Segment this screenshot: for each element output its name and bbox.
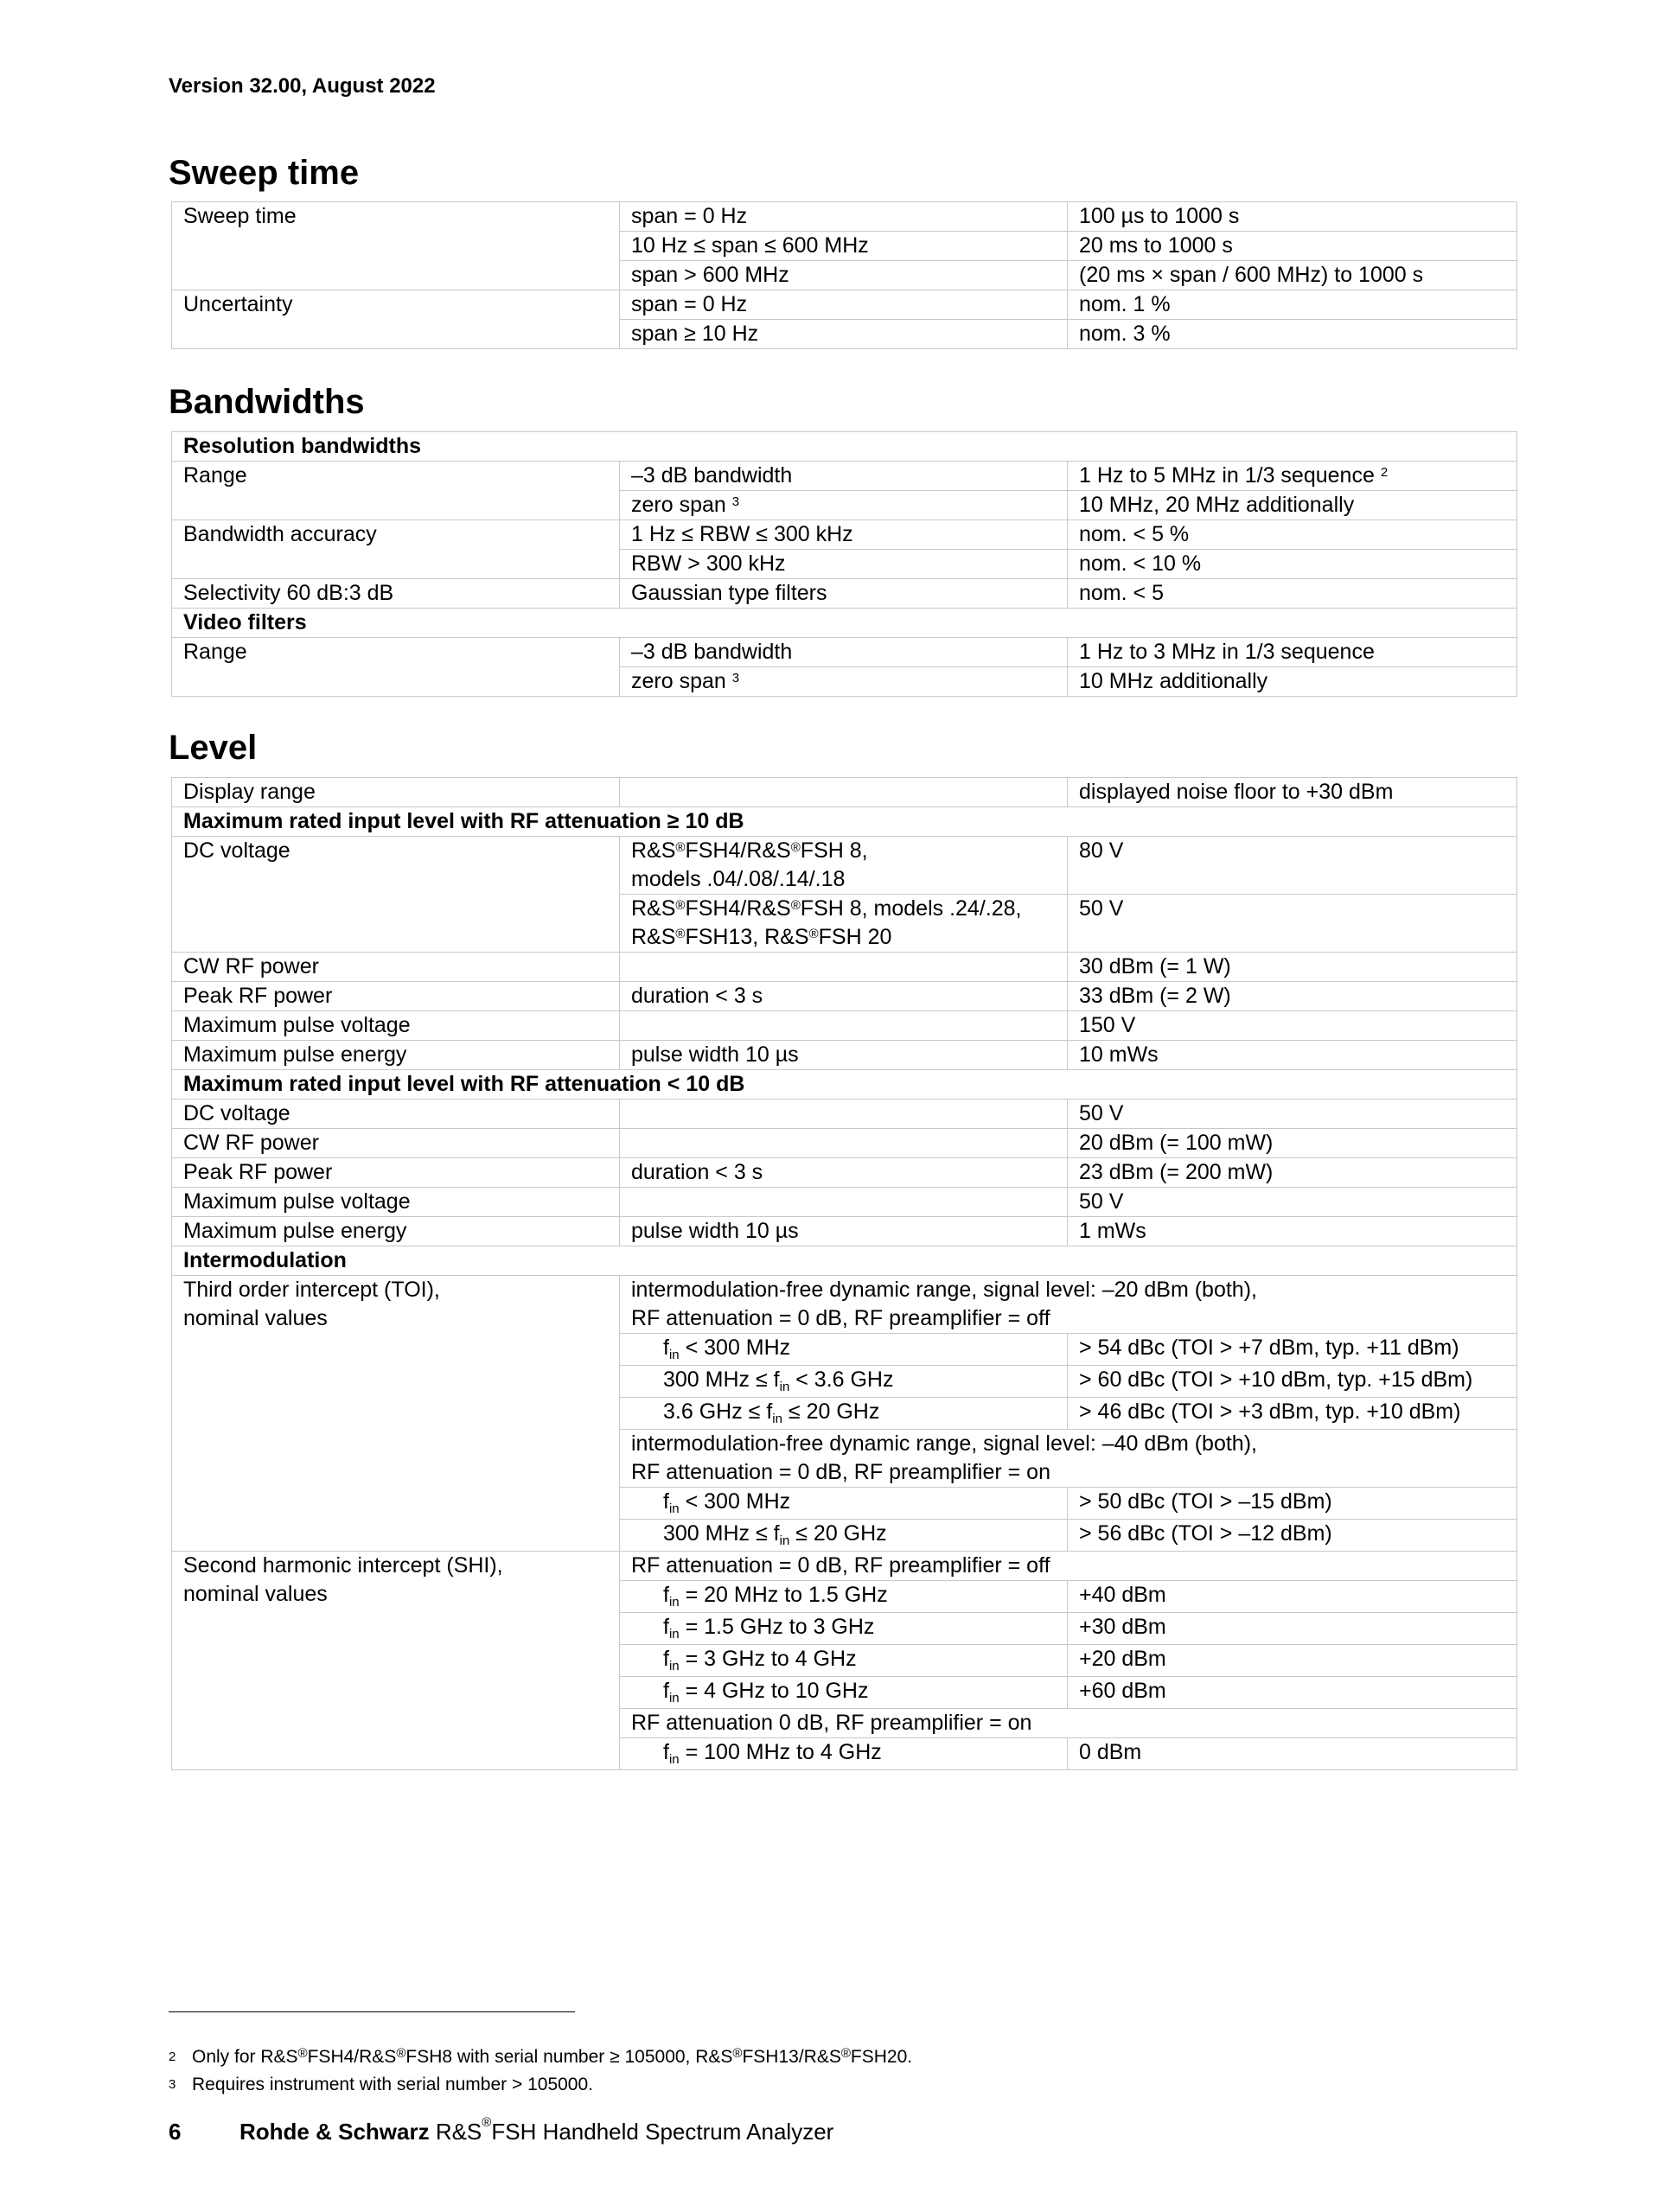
spec-value: nom. < 10 % <box>1068 550 1517 579</box>
spec-value: nom. < 5 % <box>1068 520 1517 550</box>
spec-label: Maximum pulse voltage <box>172 1188 620 1217</box>
spec-condition <box>620 1276 1517 1334</box>
spec-label: Display range <box>172 778 620 807</box>
spec-value: 30 dBm (= 1 W) <box>1068 953 1517 982</box>
footnote-3 <box>169 2074 593 2096</box>
spec-label: CW RF power <box>172 1129 620 1158</box>
spec-condition: span > 600 MHz <box>620 261 1068 290</box>
table-row <box>172 1217 1517 1246</box>
table-row <box>172 982 1517 1011</box>
subscript: in <box>668 1691 680 1705</box>
table-row <box>172 462 1517 491</box>
spec-value: +40 dBm <box>1068 1581 1517 1613</box>
spec-condition: span ≥ 10 Hz <box>620 320 1068 349</box>
text: FSH4/ <box>685 838 747 863</box>
registered-mark: ® <box>675 927 686 941</box>
subscript: in <box>779 1380 790 1394</box>
spec-condition <box>620 1188 1068 1217</box>
level-table <box>171 777 1517 1770</box>
table-row <box>172 432 1517 462</box>
spec-value: 20 dBm (= 100 mW) <box>1068 1129 1517 1158</box>
spec-condition <box>620 667 1068 697</box>
condition-text: zero span <box>631 669 726 693</box>
text: FSH13/R&S <box>742 2047 841 2067</box>
table-row <box>172 1188 1517 1217</box>
text: f <box>663 1335 669 1360</box>
spec-condition: Gaussian type filters <box>620 579 1068 609</box>
spec-value: +30 dBm <box>1068 1613 1517 1645</box>
spec-label: Peak RF power <box>172 1158 620 1188</box>
text: Requires instrument with serial number > 105000. <box>192 2075 593 2094</box>
text: = 20 MHz to 1.5 GHz <box>679 1583 888 1607</box>
text: < 300 MHz <box>679 1335 791 1360</box>
table-row <box>172 202 1517 232</box>
spec-condition: –3 dB bandwidth <box>620 462 1068 491</box>
subscript: in <box>668 1501 680 1516</box>
table-row <box>172 778 1517 807</box>
text: Only for R&S <box>192 2047 298 2067</box>
spec-label: Maximum pulse energy <box>172 1041 620 1070</box>
product-name: FSH Handheld Spectrum Analyzer <box>491 2119 834 2145</box>
spec-condition: span = 0 Hz <box>620 202 1068 232</box>
spec-condition <box>620 1398 1068 1430</box>
group-heading: Intermodulation <box>172 1246 1517 1276</box>
spec-label: Maximum pulse voltage <box>172 1011 620 1041</box>
text: ≤ 20 GHz <box>782 1399 880 1424</box>
condition-text: zero span <box>631 493 726 517</box>
spec-condition: –3 dB bandwidth <box>620 638 1068 667</box>
subscript: in <box>668 1752 680 1767</box>
spec-condition: RBW > 300 kHz <box>620 550 1068 579</box>
spec-condition: RF attenuation = 0 dB, RF preamplifier = off <box>620 1552 1517 1581</box>
text: FSH 20 <box>818 925 892 949</box>
table-row <box>172 1041 1517 1070</box>
spec-value: 20 ms to 1000 s <box>1068 232 1517 261</box>
text: f <box>773 1521 780 1546</box>
document-version: Version 32.00, August 2022 <box>169 74 436 98</box>
page-footer <box>169 2115 834 2145</box>
spec-condition: span = 0 Hz <box>620 290 1068 320</box>
table-row <box>172 1552 1517 1581</box>
spec-label <box>172 1276 620 1552</box>
spec-label: Selectivity 60 dB:3 dB <box>172 579 620 609</box>
registered-mark: ® <box>808 927 819 941</box>
spec-condition: pulse width 10 µs <box>620 1041 1068 1070</box>
text: f <box>663 1679 669 1703</box>
text: R&S <box>631 838 676 863</box>
bandwidths-table <box>171 431 1517 697</box>
spec-value: nom. 3 % <box>1068 320 1517 349</box>
table-row <box>172 1100 1517 1129</box>
table-row <box>172 638 1517 667</box>
spec-value: 33 dBm (= 2 W) <box>1068 982 1517 1011</box>
text: R&S <box>746 838 791 863</box>
text: = 1.5 GHz to 3 GHz <box>679 1615 875 1639</box>
text: nominal values <box>183 1306 328 1330</box>
spec-value: 1 mWs <box>1068 1217 1517 1246</box>
spec-value: 10 MHz additionally <box>1068 667 1517 697</box>
subscript: in <box>779 1533 790 1548</box>
group-heading: Maximum rated input level with RF attenuation ≥ 10 dB <box>172 807 1517 837</box>
sweep-time-table <box>171 201 1517 349</box>
page-number: 6 <box>169 2119 182 2145</box>
subscript: in <box>668 1659 680 1673</box>
spec-label: Range <box>172 638 620 697</box>
spec-condition <box>620 1581 1068 1613</box>
spec-label: CW RF power <box>172 953 620 982</box>
spec-label: Bandwidth accuracy <box>172 520 620 579</box>
spec-value: > 46 dBc (TOI > +3 dBm, typ. +10 dBm) <box>1068 1398 1517 1430</box>
footnote-ref: 2 <box>1380 465 1389 480</box>
spec-value: > 54 dBc (TOI > +7 dBm, typ. +11 dBm) <box>1068 1334 1517 1366</box>
spec-condition <box>620 1129 1068 1158</box>
spec-value: 1 Hz to 3 MHz in 1/3 sequence <box>1068 638 1517 667</box>
spec-value: > 56 dBc (TOI > –12 dBm) <box>1068 1520 1517 1552</box>
text: intermodulation-free dynamic range, signal level: –40 dBm (both), <box>631 1431 1257 1456</box>
text: 300 MHz ≤ <box>663 1367 774 1392</box>
text: models .04/.08/.14/.18 <box>631 867 846 891</box>
spec-value: 50 V <box>1068 895 1517 953</box>
spec-value: 10 mWs <box>1068 1041 1517 1070</box>
section-title-level: Level <box>169 729 258 767</box>
value-text: 1 Hz to 5 MHz in 1/3 sequence <box>1079 463 1375 488</box>
footnote-divider <box>169 2011 575 2012</box>
text: = 100 MHz to 4 GHz <box>679 1740 882 1764</box>
text: R&S <box>631 925 676 949</box>
table-row <box>172 609 1517 638</box>
text: intermodulation-free dynamic range, signal level: –20 dBm (both), <box>631 1278 1257 1302</box>
text: R&S <box>746 896 791 921</box>
subscript: in <box>772 1412 782 1426</box>
text: ≤ 20 GHz <box>789 1521 887 1546</box>
spec-value: 100 µs to 1000 s <box>1068 202 1517 232</box>
text: < 3.6 GHz <box>789 1367 894 1392</box>
section-title-bandwidths: Bandwidths <box>169 383 365 421</box>
text: f <box>773 1367 780 1392</box>
registered-mark: ® <box>732 2046 743 2061</box>
spec-condition <box>620 837 1068 895</box>
footnote-number: 3 <box>169 2077 176 2092</box>
group-heading: Resolution bandwidths <box>172 432 1517 462</box>
text: RF attenuation = 0 dB, RF preamplifier = on <box>631 1460 1050 1484</box>
spec-condition: pulse width 10 µs <box>620 1217 1068 1246</box>
table-row <box>172 1158 1517 1188</box>
text: R&S <box>631 896 676 921</box>
spec-condition: duration < 3 s <box>620 1158 1068 1188</box>
text: 300 MHz ≤ <box>663 1521 774 1546</box>
registered-mark: ® <box>297 2046 308 2061</box>
spec-value: +20 dBm <box>1068 1645 1517 1677</box>
subscript: in <box>668 1348 680 1362</box>
spec-condition <box>620 1430 1517 1488</box>
section-title-sweep-time: Sweep time <box>169 154 360 192</box>
registered-mark: ® <box>790 898 801 913</box>
spec-value: nom. 1 % <box>1068 290 1517 320</box>
text: f <box>663 1740 669 1764</box>
spec-value: 23 dBm (= 200 mW) <box>1068 1158 1517 1188</box>
subscript: in <box>668 1595 680 1610</box>
group-heading: Video filters <box>172 609 1517 638</box>
spec-value <box>1068 462 1517 491</box>
registered-mark: ® <box>675 898 686 913</box>
text: Third order intercept (TOI), <box>183 1278 440 1302</box>
registered-mark: ® <box>675 840 686 855</box>
spec-label: Sweep time <box>172 202 620 290</box>
spec-value: displayed noise floor to +30 dBm <box>1068 778 1517 807</box>
spec-condition <box>620 1613 1068 1645</box>
spec-value: nom. < 5 <box>1068 579 1517 609</box>
registered-mark: ® <box>790 840 801 855</box>
text: FSH 8, <box>800 838 868 863</box>
footnote-ref: 3 <box>731 671 740 685</box>
text: FSH20. <box>850 2047 913 2067</box>
spec-label <box>172 1552 620 1770</box>
spec-value: 80 V <box>1068 837 1517 895</box>
spec-condition <box>620 1100 1068 1129</box>
spec-value: > 60 dBc (TOI > +10 dBm, typ. +15 dBm) <box>1068 1366 1517 1398</box>
spec-value: 0 dBm <box>1068 1738 1517 1770</box>
table-row <box>172 1129 1517 1158</box>
text: R&S <box>429 2119 482 2145</box>
spec-label: Peak RF power <box>172 982 620 1011</box>
text: nominal values <box>183 1582 328 1606</box>
spec-condition <box>620 1677 1068 1709</box>
brand-name: Rohde & Schwarz <box>239 2119 430 2145</box>
spec-condition <box>620 1488 1068 1520</box>
spec-label: Range <box>172 462 620 520</box>
text: FSH 8, models .24/.28, <box>800 896 1022 921</box>
text: f <box>663 1647 669 1671</box>
spec-value: > 50 dBc (TOI > –15 dBm) <box>1068 1488 1517 1520</box>
registered-mark: ® <box>840 2046 851 2061</box>
text: R&S <box>764 925 809 949</box>
text: f <box>766 1399 773 1424</box>
spec-label: DC voltage <box>172 837 620 953</box>
spec-value: 150 V <box>1068 1011 1517 1041</box>
spec-condition: 1 Hz ≤ RBW ≤ 300 kHz <box>620 520 1068 550</box>
text: Second harmonic intercept (SHI), <box>183 1553 503 1578</box>
footnote-2 <box>169 2046 912 2069</box>
spec-condition <box>620 1011 1068 1041</box>
table-row <box>172 807 1517 837</box>
spec-condition <box>620 1366 1068 1398</box>
table-row <box>172 579 1517 609</box>
spec-condition <box>620 895 1068 953</box>
text: = 4 GHz to 10 GHz <box>679 1679 869 1703</box>
text: = 3 GHz to 4 GHz <box>679 1647 857 1671</box>
text: FSH13, <box>685 925 765 949</box>
footnote-ref: 3 <box>731 494 740 509</box>
spec-condition <box>620 1645 1068 1677</box>
text: FSH4/R&S <box>307 2047 397 2067</box>
text: FSH4/ <box>685 896 747 921</box>
group-heading: Maximum rated input level with RF attenuation < 10 dB <box>172 1070 1517 1100</box>
subscript: in <box>668 1627 680 1641</box>
text: 3.6 GHz ≤ <box>663 1399 767 1424</box>
spec-value: (20 ms × span / 600 MHz) to 1000 s <box>1068 261 1517 290</box>
spec-condition: RF attenuation 0 dB, RF preamplifier = on <box>620 1709 1517 1738</box>
spec-label: Uncertainty <box>172 290 620 349</box>
table-row <box>172 1011 1517 1041</box>
table-row <box>172 837 1517 895</box>
text: < 300 MHz <box>679 1489 791 1514</box>
spec-condition: duration < 3 s <box>620 982 1068 1011</box>
registered-mark: ® <box>482 2115 492 2130</box>
spec-condition <box>620 1520 1068 1552</box>
table-row <box>172 1246 1517 1276</box>
spec-value: 50 V <box>1068 1100 1517 1129</box>
spec-condition <box>620 1738 1068 1770</box>
spec-condition <box>620 491 1068 520</box>
spec-label: DC voltage <box>172 1100 620 1129</box>
spec-value: 50 V <box>1068 1188 1517 1217</box>
text: f <box>663 1583 669 1607</box>
table-row <box>172 1276 1517 1334</box>
footnote-number: 2 <box>169 2049 176 2064</box>
spec-condition <box>620 1334 1068 1366</box>
spec-condition <box>620 778 1068 807</box>
table-row <box>172 290 1517 320</box>
text: f <box>663 1615 669 1639</box>
table-row <box>172 953 1517 982</box>
text: f <box>663 1489 669 1514</box>
table-row <box>172 1070 1517 1100</box>
registered-mark: ® <box>396 2046 406 2061</box>
table-row <box>172 520 1517 550</box>
spec-value: +60 dBm <box>1068 1677 1517 1709</box>
spec-condition <box>620 953 1068 982</box>
text: RF attenuation = 0 dB, RF preamplifier = off <box>631 1306 1050 1330</box>
spec-condition: 10 Hz ≤ span ≤ 600 MHz <box>620 232 1068 261</box>
text: FSH8 with serial number ≥ 105000, R&S <box>405 2047 733 2067</box>
spec-value: 10 MHz, 20 MHz additionally <box>1068 491 1517 520</box>
spec-label: Maximum pulse energy <box>172 1217 620 1246</box>
